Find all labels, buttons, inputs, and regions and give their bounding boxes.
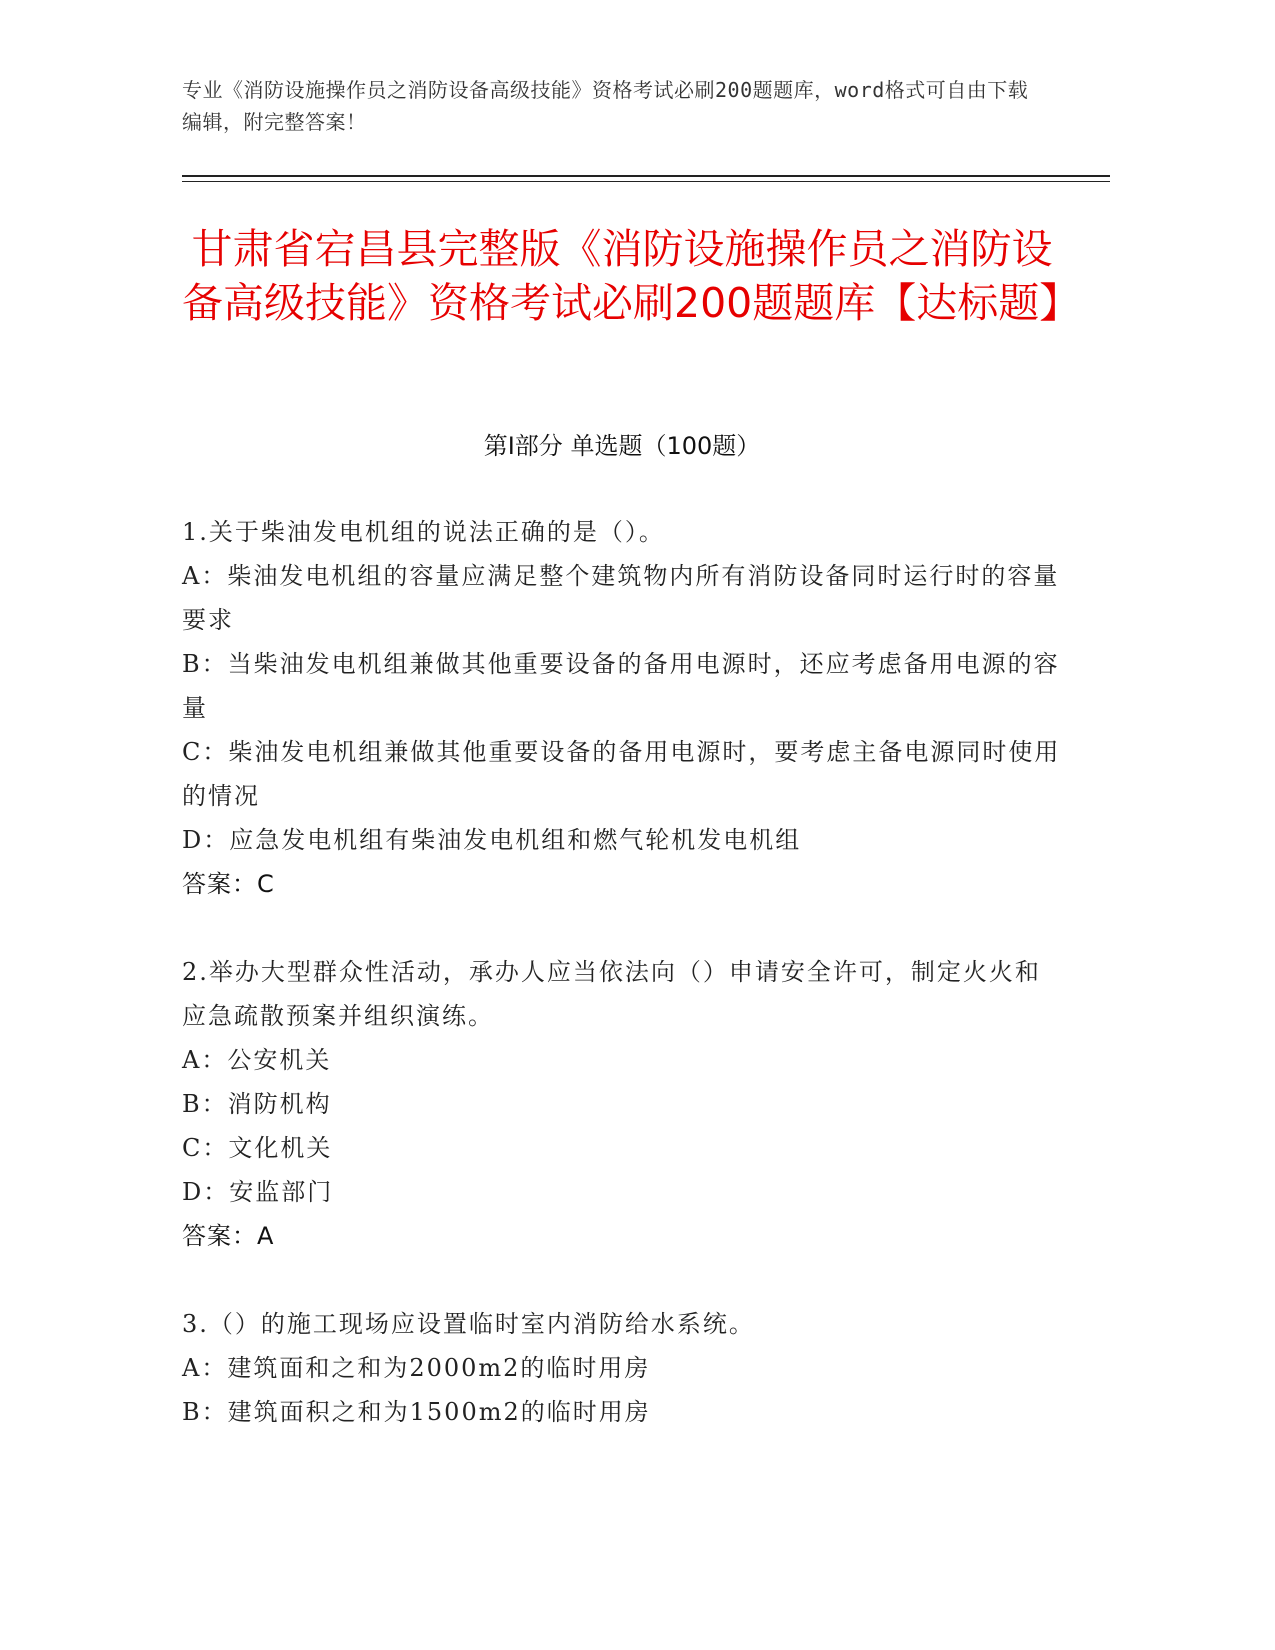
question-3 bbox=[182, 1302, 1062, 1434]
option-c: C：文化机关 bbox=[182, 1134, 333, 1162]
option-b: B：当柴油发电机组兼做其他重要设备的备用电源时，还应考虑备用电源的容量 bbox=[182, 650, 1060, 722]
option-c: C：柴油发电机组兼做其他重要设备的备用电源时，要考虑主备电源同时使用的情况 bbox=[182, 738, 1061, 810]
option-a: A：柴油发电机组的容量应满足整个建筑物内所有消防设备同时运行时的容量要求 bbox=[182, 562, 1060, 634]
answer-line: 答案：C bbox=[182, 870, 275, 898]
option-b: B：建筑面积之和为1500m2的临时用房 bbox=[182, 1398, 651, 1426]
question-list bbox=[182, 510, 1062, 1478]
question-1 bbox=[182, 510, 1062, 906]
question-stem: 3.（）的施工现场应设置临时室内消防给水系统。 bbox=[182, 1310, 755, 1338]
option-b: B：消防机构 bbox=[182, 1090, 332, 1118]
answer-line: 答案：A bbox=[182, 1222, 275, 1250]
header-note: 专业《消防设施操作员之消防设备高级技能》资格考试必刷200题题库，word格式可自由下载编辑，附完整答案！ bbox=[182, 78, 1029, 134]
option-d: D：应急发电机组有柴油发电机组和燃气轮机发电机组 bbox=[182, 826, 802, 854]
question-2 bbox=[182, 950, 1062, 1258]
section-heading: 第Ⅰ部分 单选题（100题） bbox=[483, 432, 761, 460]
option-d: D：安监部门 bbox=[182, 1178, 334, 1206]
header-divider-thin bbox=[182, 181, 1110, 182]
option-a: A：公安机关 bbox=[182, 1046, 332, 1074]
question-stem: 1.关于柴油发电机组的说法正确的是（）。 bbox=[182, 518, 665, 546]
header-divider-thick bbox=[182, 175, 1110, 177]
document-title: 甘肃省宕昌县完整版《消防设施操作员之消防设备高级技能》资格考试必刷200题题库【达标题】 bbox=[182, 225, 1081, 327]
question-stem: 2.举办大型群众性活动，承办人应当依法向（）申请安全许可，制定火火和应急疏散预案并组织演练。 bbox=[182, 958, 1041, 1030]
option-a: A：建筑面和之和为2000m2的临时用房 bbox=[182, 1354, 651, 1382]
